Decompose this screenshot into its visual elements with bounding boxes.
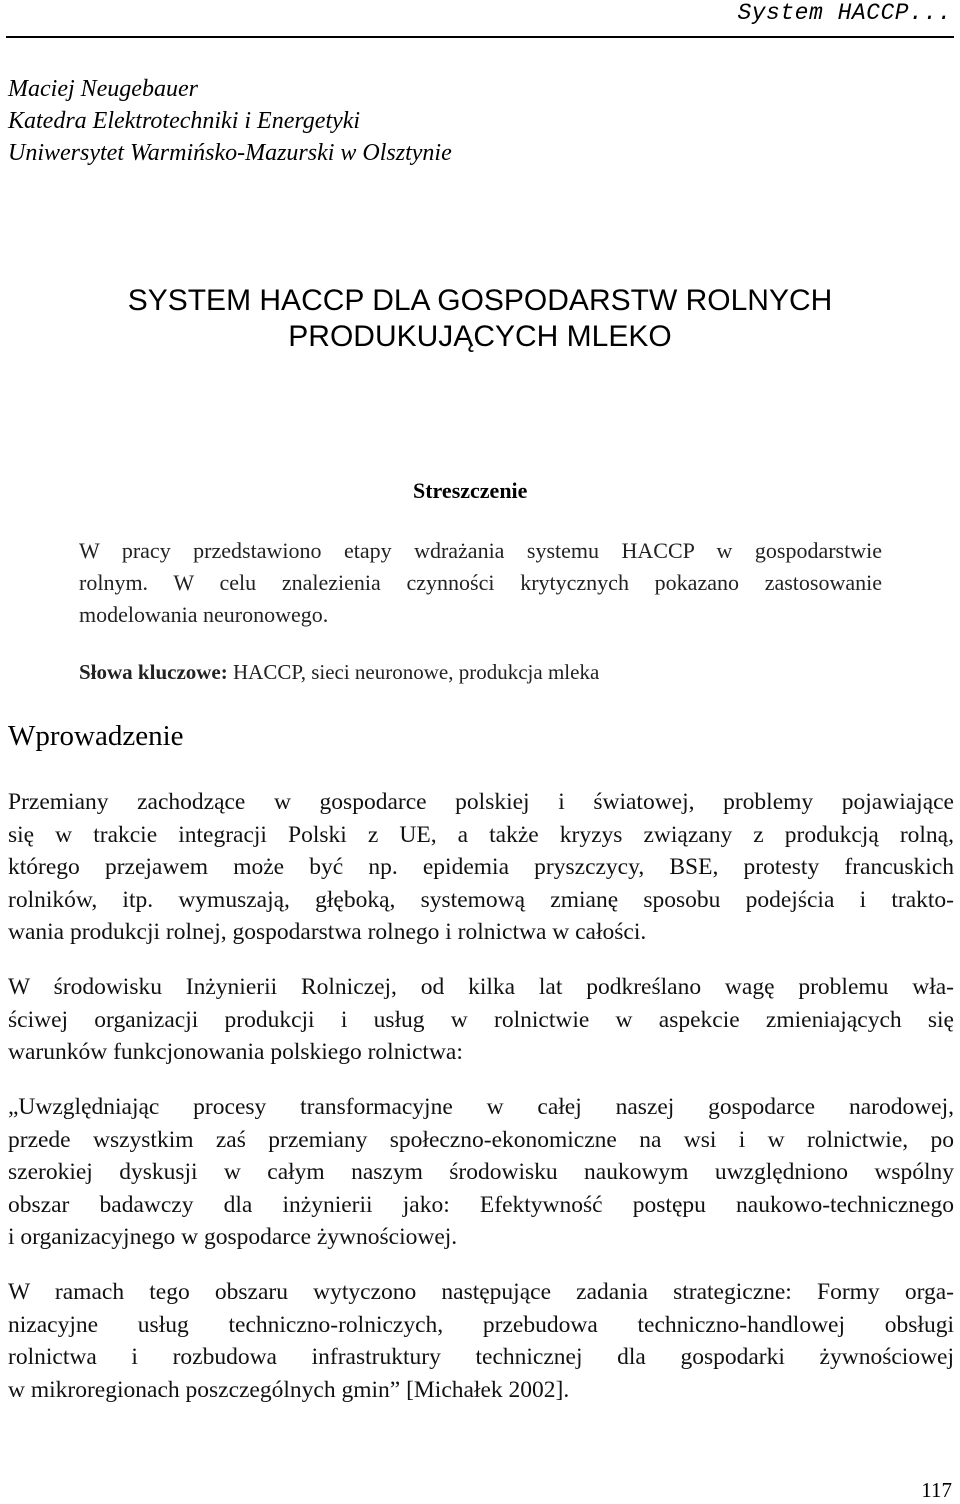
quotation — [8, 1091, 954, 1254]
paragraph-line: się w trakcie integracji Polski z UE, a także kryzys związany z produkcją rolną, — [8, 821, 954, 848]
abstract-line: W pracy przedstawiono etapy wdrażania systemu HACCP w gospodarstwie — [79, 538, 882, 563]
keywords-text: HACCP, sieci neuronowe, produkcja mleka — [233, 660, 600, 684]
paragraph — [8, 1276, 954, 1406]
paragraph-line: W środowisku Inżynierii Rolniczej, od kilka lat podkreślano wagę problemu wła- — [8, 974, 954, 1000]
paragraph-line: przede wszystkim zaś przemiany społeczno-ekonomiczne na wsi i w rolnictwie, po — [8, 1126, 954, 1153]
abstract-line: rolnym. W celu znalezienia czynności krytycznych pokazano zastosowanie — [79, 570, 882, 595]
paragraph-line: rolników, itp. wymuszają, głęboką, systemową zmianę sposobu podejścia i trakto- — [8, 886, 954, 913]
running-head: System HACCP... — [737, 0, 952, 26]
header-rule — [6, 36, 954, 38]
keywords — [79, 660, 599, 685]
paragraph-line: „Uwzględniając procesy transformacyjne w całej naszej gospodarce narodowej, — [8, 1094, 954, 1120]
section-heading: Wprowadzenie — [8, 720, 184, 752]
abstract-line: modelowania neuronowego. — [79, 602, 329, 627]
paragraph-line: obszar badawczy dla inżynierii jako: Efektywność postępu naukowo-technicznego — [8, 1191, 954, 1218]
paragraph-line: wania produkcji rolnej, gospodarstwa rolnego i rolnictwa w całości. — [8, 919, 647, 945]
paragraph-line: i organizacyjnego w gospodarce żywnościowej. — [8, 1224, 458, 1250]
paragraph-line: rolnictwa i rozbudowa infrastruktury technicznej dla gospodarki żywnościowej — [8, 1344, 954, 1370]
paragraph-line: nizacyjne usług techniczno-rolniczych, przebudowa techniczno-handlowej obsługi — [8, 1311, 954, 1338]
paragraph — [8, 971, 954, 1069]
author-department: Katedra Elektrotechniki i Energetyki — [8, 108, 361, 134]
keywords-label: Słowa kluczowe: — [79, 660, 228, 684]
paper-title — [0, 283, 960, 355]
author-university: Uniwersytet Warmińsko-Mazurski w Olsztynie — [8, 140, 452, 166]
paragraph-line: którego przejawem może być np. epidemia pryszczycy, BSE, protesty francuskich — [8, 854, 954, 880]
paragraph-line: w mikroregionach poszczególnych gmin” [Michałek 2002]. — [8, 1376, 570, 1403]
paragraph — [8, 786, 954, 949]
author-name: Maciej Neugebauer — [8, 76, 198, 102]
paragraph-line: ściwej organizacji produkcji i usług w rolnictwie w aspekcie zmieniających się — [8, 1006, 954, 1033]
title-line-1: SYSTEM HACCP DLA GOSPODARSTW ROLNYCH — [127, 284, 833, 317]
paragraph-line: W ramach tego obszaru wytyczono następujące zadania strategiczne: Formy orga- — [8, 1279, 954, 1305]
paragraph-line: szerokiej dyskusji w całym naszym środowisku naukowym uwzględniono wspólny — [8, 1159, 954, 1185]
author-block — [8, 73, 452, 169]
abstract-text — [79, 535, 882, 631]
paragraph-line: Przemiany zachodzące w gospodarce polskiej i światowej, problemy pojawiające — [8, 789, 954, 815]
page-number: 117 — [921, 1478, 952, 1502]
abstract-heading: Streszczenie — [413, 478, 528, 503]
title-line-2: PRODUKUJĄCYCH MLEKO — [288, 320, 672, 353]
paragraph-line: warunków funkcjonowania polskiego rolnictwa: — [8, 1039, 463, 1065]
